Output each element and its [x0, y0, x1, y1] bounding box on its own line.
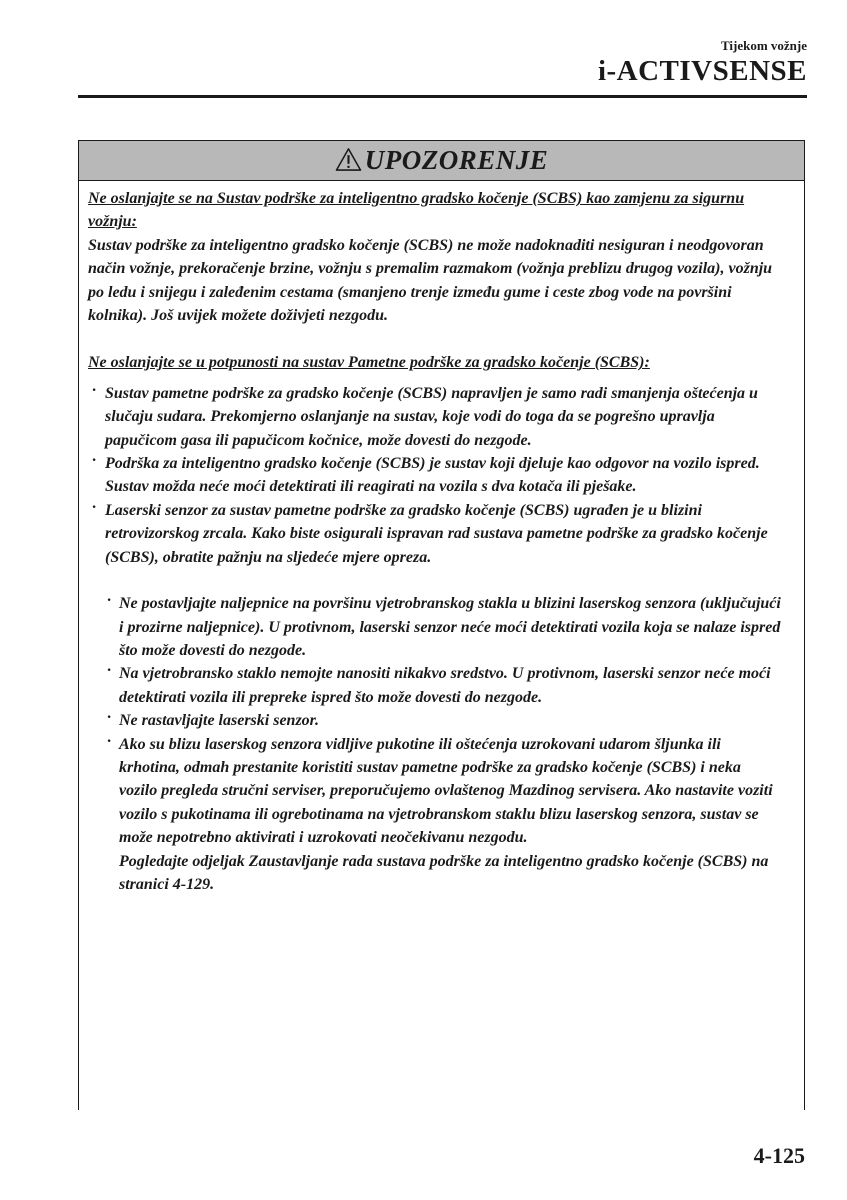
section-label: Tijekom vožnje	[720, 38, 807, 53]
warning-box	[78, 140, 805, 1110]
list-item: · Laserski senzor za sustav pametne podrške za gradsko kočenje (SCBS) ugrađen je u blizini retrovizorskog zrcala. Kako biste osigurali ispravan rad sustava pametne podrške za gradsko kočenje (SCBS), obratite pažnju na sljedeće mjere opreza.	[92, 498, 768, 566]
warning-title: UPOZORENJE	[364, 145, 549, 175]
warning-body	[79, 181, 804, 896]
list-item: · Podrška za inteligentno gradsko kočenje (SCBS) je sustav koji djeluje kao odgovor na vozilo ispred. Sustav možda neće moći detektirati ili reagirati na vozila s dva kotača ili pješake.	[92, 452, 760, 496]
warning-paragraph-1: Sustav podrške za inteligentno gradsko kočenje (SCBS) ne može nadoknaditi nesiguran i neodgovoran način vožnje, prekoračenje brzine, vožnju s premalim razmakom (vožnja preblizu drugog vozila), vožnju po ledu i snijegu i zaleđenim cestama (smanjeno trenje između gume i ceste zbog vode na površini kolnika). Još uvijek možete doživjeti nezgodu.	[88, 236, 773, 325]
list-item: · Na vjetrobransko staklo nemojte nanositi nikakvo sredstvo. U protivnom, laserski senzor neće moći detektirati vozila ili prepreke ispred što može dovesti do nezgode.	[107, 662, 771, 706]
sub-bullet-list	[88, 592, 782, 849]
bullet-list	[88, 382, 782, 569]
page-number: 4-125	[753, 1143, 805, 1168]
warning-heading-2: Ne oslanjajte se u potpunosti na sustav Pametne podrške za gradsko kočenje (SCBS):	[88, 354, 650, 372]
cross-reference-note: Pogledajte odjeljak Zaustavljanje rada sustava podrške za inteligentno gradsko kočenje (SCBS) na stranici 4-129.	[119, 852, 769, 893]
list-item: · Ako su blizu laserskog senzora vidljive pukotine ili oštećenja uzrokovani udarom šljunka ili krhotina, odmah prestanite koristiti sustav pametne podrške za gradsko kočenje (SCBS) i neka vozilo pregleda stručni serviser, preporučujemo ovlaštenog Mazdinog servisera. Ako nastavite voziti vozilo s pukotinama ili ogrebotinama na vjetrobranskom staklu blizu laserskog senzora, sustav se može nepotrebno aktivirati i uzrokovati neočekivanu nezgodu.	[107, 732, 773, 847]
list-item: · Ne postavljajte naljepnice na površinu vjetrobranskog stakla u blizini laserskog senzora (uključujući i prozirne naljepnice). U protivnom, laserski senzor neće moći detektirati vozila koja se nalaze ispred što može dovesti do nezgode.	[107, 592, 781, 659]
list-item: · Sustav pametne podrške za gradsko kočenje (SCBS) napravljen je samo radi smanjenja oštećenja u slučaju sudara. Prekomjerno oslanjanje na sustav, koje vodi do toga da se pogrešno upravlja papučicom gasa ili papučicom kočnice, može dovesti do nezgode.	[92, 381, 758, 449]
warning-header	[79, 141, 804, 181]
warning-triangle-icon	[335, 147, 362, 172]
header-divider	[78, 95, 807, 98]
chapter-title: i-ACTIVSENSE	[597, 55, 807, 87]
warning-heading-1: Ne oslanjajte se na Sustav podrške za inteligentno gradsko kočenje (SCBS) kao zamjenu za sigurnu vožnju:	[88, 190, 745, 231]
list-item: · Ne rastavljajte laserski senzor.	[107, 709, 320, 730]
